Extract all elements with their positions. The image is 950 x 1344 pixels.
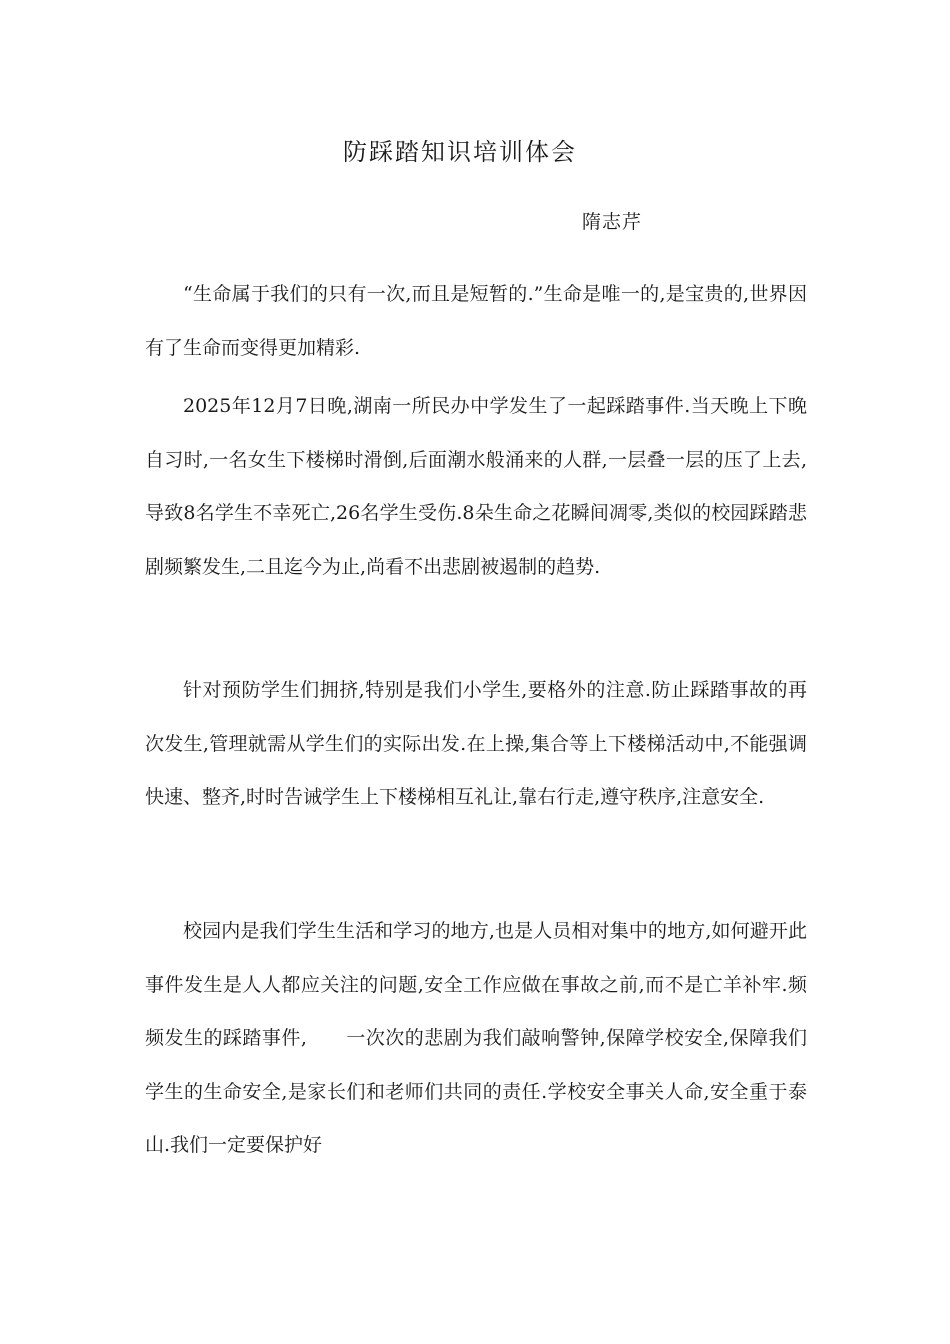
document-title: 防踩踏知识培训体会	[343, 138, 577, 166]
document-author: 隋志芹	[582, 211, 643, 233]
paragraph-1: “生命属于我们的只有一次,而且是短暂的.”生命是唯一的,是宝贵的,世界因有了生命而变得更加精彩.	[145, 283, 807, 359]
paragraph-2: 2025年12月7日晚,湖南一所民办中学发生了一起踩踏事件.当天晚上下晚自习时,一名女生下楼梯时滑倒,后面潮水般涌来的人群,一层叠一层的压了上去,导致8名学生不幸死亡,26名学生受伤.8朵生命之花瞬间凋零,类似的校园踩踏悲剧频繁发生,二且迄今为止,尚看不出悲剧被遏制的趋势.	[145, 395, 807, 578]
paragraph-4: 校园内是我们学生生活和学习的地方,也是人员相对集中的地方,如何避开此事件发生是人人都应关注的问题,安全工作应做在事故之前,而不是亡羊补牢.频频发生的踩踏事件, 一次次的悲剧为我们敲响警钟,保障学校安全,保障我们学生的生命安全,是家长们和老师们共同的责任.学校安全事关人命,安全重于泰山.我们一定要保护好	[145, 920, 807, 1156]
paragraph-3: 针对预防学生们拥挤,特别是我们小学生,要格外的注意.防止踩踏事故的再次发生,管理就需从学生们的实际出发.在上操,集合等上下楼梯活动中,不能强调快速、整齐,时时告诫学生上下楼梯相互礼让,靠右行走,遵守秩序,注意安全.	[145, 679, 807, 808]
